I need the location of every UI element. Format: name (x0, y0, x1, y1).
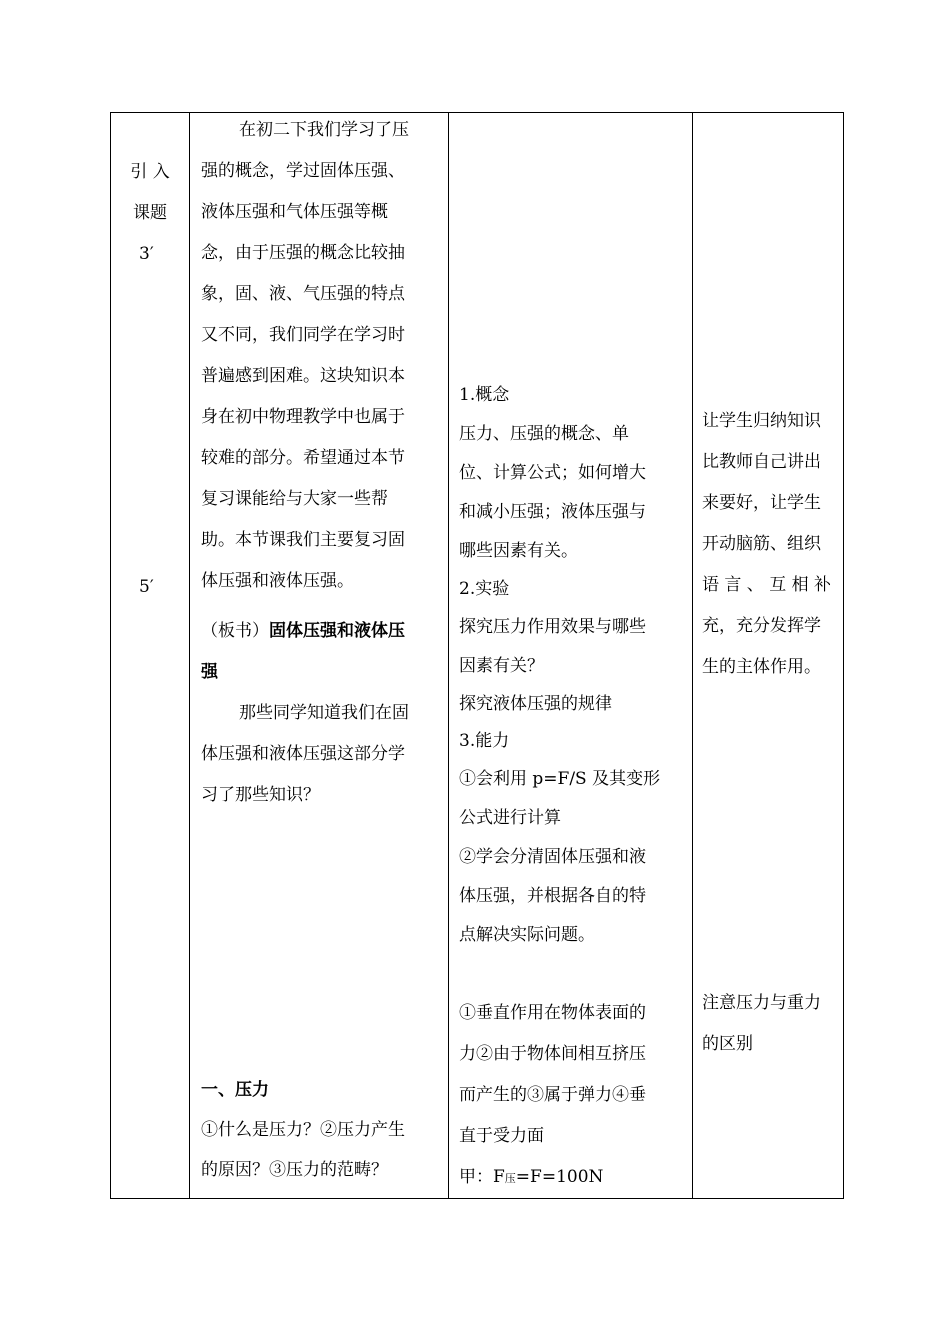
content-line: 因素有关？ (459, 656, 544, 676)
board-title-cont: 强 (201, 662, 218, 682)
question-line: 那些同学知道我们在固 (239, 703, 409, 723)
pressure-answers (459, 993, 687, 1199)
intent-line: 让学生归纳知识 (702, 411, 821, 431)
intro-line: 体压强和液体压强。 (201, 571, 354, 591)
intro-line: 在初二下我们学习了压 (239, 120, 409, 140)
content-line: 探究液体压强的规律 (459, 694, 612, 714)
question-line: 习了那些知识？ (201, 785, 320, 805)
pressure-section (201, 1070, 441, 1190)
content-line: 体压强，并根据各自的特 (459, 886, 646, 906)
content-line: 和减小压强；液体压强与 (459, 502, 646, 522)
intro-line: 较难的部分。希望通过本节 (201, 448, 405, 468)
intro-line: 又不同，我们同学在学习时 (201, 325, 405, 345)
stage-label (111, 152, 189, 275)
note-line: 的区别 (702, 1034, 753, 1054)
intro-line: 液体压强和气体压强等概 (201, 202, 388, 222)
note (702, 983, 840, 1065)
answer-line: 直于受力面 (459, 1126, 544, 1146)
intro-line: 复习课能给与大家一些帮 (201, 489, 388, 509)
content-line: 点解决实际问题。 (459, 925, 595, 945)
intent-line: 生的主体作用。 (702, 657, 821, 677)
intro-line: 念，由于压强的概念比较抽 (201, 243, 405, 263)
content-heading: 3.能力 (459, 731, 510, 751)
content-line: 位、计算公式；如何增大 (459, 463, 646, 483)
content-line: ①会利用 p=F/S 及其变形 (459, 769, 661, 789)
intro-line: 象，固、液、气压强的特点 (201, 284, 405, 304)
teacher-activity (201, 110, 441, 816)
intent-line: 比教师自己讲出 (702, 452, 821, 472)
content-line: 公式进行计算 (459, 808, 561, 828)
section-question: 的原因？③压力的范畴？ (201, 1160, 388, 1180)
stage-label-line: 引 入 (130, 162, 170, 182)
board-title: （板书）固体压强和液体压 (201, 621, 405, 641)
intent-line: 语 言 、 互 相 补 (702, 575, 832, 595)
stage-label-line: 课题 (133, 203, 167, 223)
section-title: 一、压力 (201, 1080, 269, 1100)
intro-line: 普遍感到困难。这块知识本 (201, 366, 405, 386)
stage-time-2: 5′ (139, 577, 154, 597)
content-line: 哪些因素有关。 (459, 541, 578, 561)
intro-line: 身在初中物理教学中也属于 (201, 407, 405, 427)
design-intent (702, 401, 840, 688)
column-divider (189, 113, 190, 1198)
content-heading: 1.概念 (459, 385, 510, 405)
intent-line: 充，充分发挥学 (702, 616, 821, 636)
formula-line: 甲：F压=F=100N (459, 1167, 604, 1187)
section-question: ①什么是压力？②压力产生 (201, 1120, 405, 1140)
intent-line: 来要好，让学生 (702, 493, 821, 513)
intro-line: 强的概念，学过固体压强、 (201, 161, 405, 181)
content-heading: 2.实验 (459, 579, 510, 599)
note-line: 注意压力与重力 (702, 993, 821, 1013)
answer-line: ①垂直作用在物体表面的 (459, 1003, 646, 1023)
intent-line: 开动脑筋、组织 (702, 534, 821, 554)
column-divider (448, 113, 449, 1198)
answer-line: 而产生的③属于弹力④垂 (459, 1085, 646, 1105)
content-line: 探究压力作用效果与哪些 (459, 617, 646, 637)
intro-line: 助。本节课我们主要复习固 (201, 530, 405, 550)
question-line: 体压强和液体压强这部分学 (201, 744, 405, 764)
stage-time: 3′ (139, 244, 154, 264)
answer-line: 力②由于物体间相互挤压 (459, 1044, 646, 1064)
column-divider (692, 113, 693, 1198)
lesson-plan-table (110, 112, 844, 1199)
content-line: 压力、压强的概念、单 (459, 424, 629, 444)
content-line: ②学会分清固体压强和液 (459, 847, 646, 867)
review-content (459, 375, 687, 955)
